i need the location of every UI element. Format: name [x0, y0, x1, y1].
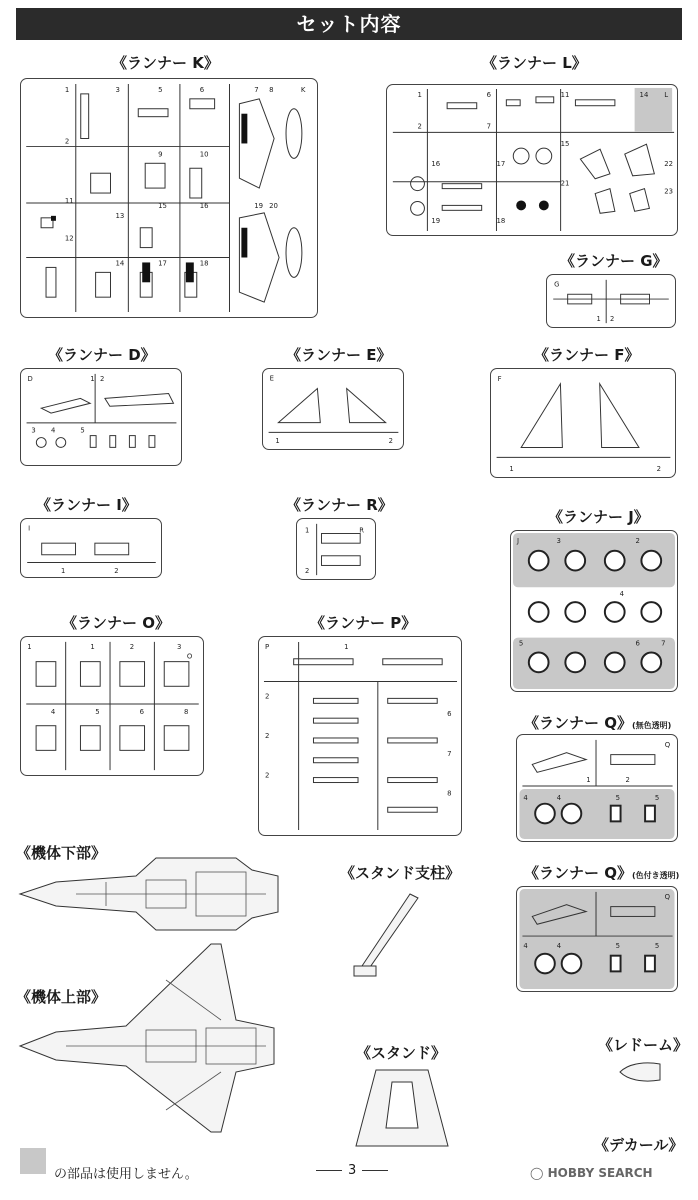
runner-d [20, 368, 182, 466]
runner-o [20, 636, 204, 776]
svg-text:6: 6 [486, 90, 491, 99]
svg-text:22: 22 [664, 159, 674, 168]
svg-text:2: 2 [264, 731, 270, 740]
svg-text:4: 4 [523, 793, 528, 802]
svg-text:1: 1 [275, 437, 280, 446]
runner-q2-label [524, 862, 679, 883]
unused-parts-note: の部品は使用しません。 [54, 1167, 198, 1182]
svg-text:11: 11 [64, 196, 74, 205]
unused-parts-swatch [20, 1148, 46, 1174]
svg-text:R: R [359, 526, 364, 535]
watermark-text: HOBBY SEARCH [547, 1166, 653, 1180]
svg-text:1: 1 [305, 526, 310, 535]
svg-text:2: 2 [100, 374, 105, 383]
stand-drawing [354, 1068, 450, 1150]
runner-p-label: 《ランナー P》 [310, 614, 417, 632]
svg-text:1: 1 [596, 315, 601, 324]
svg-text:14: 14 [115, 259, 125, 268]
svg-text:5: 5 [80, 426, 85, 435]
svg-text:O: O [186, 652, 193, 661]
svg-text:18: 18 [496, 217, 506, 226]
svg-text:P: P [264, 642, 270, 651]
svg-text:2: 2 [114, 567, 119, 576]
runner-q1-title: 《ランナー Q》 [524, 714, 632, 732]
svg-text:1: 1 [27, 642, 32, 651]
svg-text:1: 1 [417, 90, 422, 99]
svg-text:6: 6 [199, 85, 205, 94]
svg-text:D: D [27, 374, 33, 383]
runner-k [20, 78, 318, 318]
runner-p [258, 636, 462, 836]
svg-text:14: 14 [639, 90, 649, 99]
svg-text:7: 7 [447, 749, 452, 758]
runner-p-drawing [259, 637, 461, 835]
runner-l [386, 84, 678, 236]
svg-text:8: 8 [269, 85, 274, 94]
runner-e-drawing [263, 369, 403, 449]
svg-text:7: 7 [486, 122, 491, 131]
svg-text:9: 9 [158, 150, 163, 159]
watermark [530, 1166, 653, 1180]
runner-j-label: 《ランナー J》 [548, 508, 649, 526]
svg-text:G: G [554, 280, 560, 289]
svg-text:3: 3 [177, 642, 182, 651]
svg-text:2: 2 [656, 465, 662, 474]
runner-q2-subtitle: (色付き透明) [631, 871, 680, 880]
svg-text:Q: Q [664, 892, 671, 901]
svg-text:8: 8 [447, 789, 452, 798]
svg-text:19: 19 [431, 217, 441, 226]
svg-text:4: 4 [556, 941, 562, 950]
svg-text:4: 4 [619, 590, 625, 599]
runner-e-label: 《ランナー E》 [286, 346, 392, 364]
runner-k-drawing [21, 79, 317, 317]
runner-o-label: 《ランナー O》 [62, 614, 170, 632]
runner-l-label: 《ランナー L》 [482, 54, 587, 72]
svg-text:1: 1 [61, 567, 66, 576]
svg-text:3: 3 [31, 426, 36, 435]
svg-text:2: 2 [64, 137, 70, 146]
svg-text:Q: Q [664, 740, 671, 749]
svg-text:8: 8 [183, 707, 189, 716]
runner-o-drawing [21, 637, 203, 775]
lower-body-drawing [16, 852, 284, 936]
runner-i-label: 《ランナー I》 [36, 496, 137, 514]
runner-j [510, 530, 678, 692]
svg-text:F: F [497, 374, 502, 383]
page-header [16, 8, 682, 40]
stand-post-drawing [350, 892, 430, 980]
svg-text:5: 5 [654, 941, 660, 950]
stand-label: 《スタンド》 [356, 1044, 447, 1062]
svg-text:16: 16 [431, 159, 441, 168]
svg-text:15: 15 [158, 201, 167, 210]
svg-text:1: 1 [586, 776, 591, 785]
page-number: 3 [310, 1163, 394, 1178]
svg-text:12: 12 [64, 234, 74, 243]
svg-text:6: 6 [635, 639, 640, 648]
runner-k-label: 《ランナー K》 [112, 54, 219, 72]
lower-body-label: 《機体下部》 [16, 844, 107, 862]
runner-f-drawing [491, 369, 675, 477]
svg-text:15: 15 [560, 140, 570, 149]
svg-text:18: 18 [199, 259, 209, 268]
upper-body-drawing [16, 940, 280, 1136]
runner-q1-drawing [517, 735, 677, 841]
runner-r [296, 518, 376, 580]
svg-text:2: 2 [417, 122, 422, 131]
runner-i [20, 518, 162, 578]
runner-g-label: 《ランナー G》 [560, 252, 668, 270]
svg-text:4: 4 [523, 941, 528, 950]
svg-text:K: K [300, 85, 306, 94]
svg-text:2: 2 [264, 771, 270, 780]
runner-d-drawing [21, 369, 181, 465]
svg-text:J: J [516, 536, 520, 545]
svg-text:1: 1 [509, 465, 514, 474]
watermark-logo-icon: ◯ [530, 1166, 548, 1180]
runner-e [262, 368, 404, 450]
runner-d-label: 《ランナー D》 [48, 346, 156, 364]
svg-text:7: 7 [661, 639, 666, 648]
svg-text:21: 21 [560, 179, 570, 188]
svg-text:2: 2 [305, 567, 310, 576]
radome-drawing [618, 1060, 662, 1084]
page-title: セット内容 [296, 12, 402, 36]
svg-text:7: 7 [254, 85, 259, 94]
svg-text:3: 3 [556, 536, 561, 545]
svg-text:I: I [28, 524, 31, 533]
svg-text:4: 4 [50, 707, 56, 716]
runner-q2-drawing [517, 887, 677, 991]
svg-text:1: 1 [64, 85, 70, 94]
svg-text:1: 1 [344, 642, 349, 651]
upper-body-label: 《機体上部》 [16, 988, 107, 1006]
svg-text:13: 13 [115, 211, 125, 220]
runner-l-drawing [387, 85, 677, 235]
runner-i-drawing [21, 519, 161, 577]
radome-label: 《レドーム》 [598, 1036, 689, 1054]
svg-text:6: 6 [447, 710, 452, 719]
svg-text:5: 5 [95, 707, 100, 716]
runner-j-drawing [511, 531, 677, 691]
svg-text:2: 2 [635, 536, 640, 545]
svg-text:2: 2 [625, 776, 630, 785]
svg-text:E: E [269, 374, 274, 383]
runner-f-label: 《ランナー F》 [534, 346, 640, 364]
runner-q2 [516, 886, 678, 992]
svg-text:1: 1 [90, 642, 95, 651]
svg-text:17: 17 [496, 159, 506, 168]
svg-text:5: 5 [654, 793, 660, 802]
svg-text:11: 11 [560, 90, 570, 99]
runner-q1 [516, 734, 678, 842]
svg-text:1: 1 [90, 374, 95, 383]
runner-g-drawing [547, 275, 675, 327]
svg-text:2: 2 [388, 437, 393, 446]
svg-text:4: 4 [556, 793, 562, 802]
runner-r-drawing [297, 519, 375, 579]
svg-text:20: 20 [269, 201, 278, 210]
svg-text:4: 4 [51, 426, 56, 435]
svg-text:19: 19 [254, 201, 264, 210]
svg-text:5: 5 [615, 793, 621, 802]
runner-q2-title: 《ランナー Q》 [524, 864, 632, 882]
decal-label: 《デカール》 [594, 1136, 684, 1154]
svg-text:5: 5 [158, 85, 163, 94]
runner-q1-subtitle: (無色透明) [631, 721, 672, 730]
runner-g [546, 274, 676, 328]
svg-text:6: 6 [139, 707, 144, 716]
stand-post-label: 《スタンド支柱》 [340, 864, 461, 882]
svg-text:16: 16 [199, 201, 209, 210]
svg-text:5: 5 [615, 941, 621, 950]
svg-text:2: 2 [129, 642, 135, 651]
svg-text:2: 2 [610, 315, 615, 324]
svg-text:2: 2 [264, 692, 270, 701]
svg-text:3: 3 [115, 85, 120, 94]
runner-r-label: 《ランナー R》 [286, 496, 393, 514]
svg-text:L: L [664, 90, 669, 99]
svg-text:17: 17 [158, 259, 167, 268]
svg-text:5: 5 [518, 639, 524, 648]
svg-text:10: 10 [199, 150, 209, 159]
runner-f [490, 368, 676, 478]
runner-q1-label [524, 712, 671, 733]
svg-text:23: 23 [664, 187, 674, 196]
